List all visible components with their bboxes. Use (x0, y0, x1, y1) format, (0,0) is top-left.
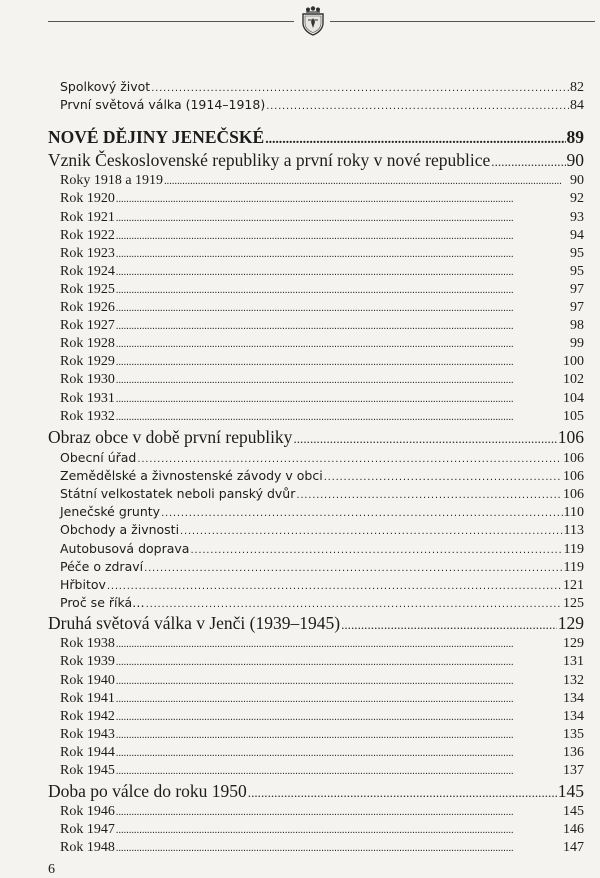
toc-row (48, 540, 584, 558)
toc-label: Rok 1943 (60, 726, 115, 742)
toc-label: Rok 1931 (60, 390, 115, 406)
dot-leader (116, 803, 562, 822)
toc-label: Autobusová doprava (60, 540, 190, 556)
toc-row (48, 839, 584, 857)
toc-page-number: 132 (563, 672, 584, 688)
toc-page-number: 145 (563, 804, 584, 820)
page-header (0, 0, 600, 40)
toc-row (48, 521, 584, 539)
dot-leader (116, 839, 562, 858)
toc-page-number: 106 (563, 487, 584, 503)
toc-label: Obchody a živnosti (60, 522, 180, 538)
toc-page-number: 97 (570, 281, 584, 297)
toc-label: Hřbitov (60, 577, 106, 592)
toc-label: Rok 1942 (60, 708, 115, 724)
toc-label: Rok 1928 (60, 336, 115, 352)
toc-page-number: 134 (563, 690, 584, 706)
toc-page-number: 147 (563, 840, 584, 856)
dot-leader (180, 521, 562, 541)
dot-leader (146, 594, 562, 614)
toc-label: Rok 1920 (60, 191, 115, 207)
dot-leader (107, 576, 562, 596)
toc-page-number: 104 (563, 390, 584, 406)
dot-leader (116, 190, 569, 209)
toc-row (48, 803, 584, 821)
dot-leader (248, 780, 557, 804)
dot-leader (296, 485, 562, 505)
toc-page-number: 90 (570, 173, 584, 189)
dot-leader (116, 390, 562, 409)
dot-leader (116, 371, 562, 390)
dot-leader (116, 281, 569, 300)
toc-row (48, 690, 584, 708)
header-rule-left (48, 21, 294, 22)
toc-row (48, 576, 584, 594)
toc-page-number: 95 (570, 263, 584, 279)
toc-page-number: 82 (570, 80, 584, 95)
toc-page-number: 135 (563, 726, 584, 742)
toc-label: Rok 1930 (60, 372, 115, 388)
toc-label: Rok 1938 (60, 636, 115, 652)
dot-leader (116, 762, 562, 781)
toc-label: Spolkový život (60, 79, 151, 94)
toc-label: Rok 1927 (60, 318, 115, 334)
toc-row (48, 762, 584, 780)
toc-row (48, 408, 584, 426)
toc-row (48, 503, 584, 521)
toc-page-number: 94 (570, 227, 584, 243)
toc-page-number: 90 (566, 150, 584, 171)
toc-label: Státní velkostatek neboli panský dvůr (60, 486, 296, 502)
toc-label: Péče o zdraví (60, 558, 144, 574)
toc-row (48, 390, 584, 408)
toc-page-number: 110 (563, 505, 584, 521)
dot-leader (116, 245, 569, 264)
toc-page-number: 134 (563, 708, 584, 724)
dot-leader (116, 653, 562, 672)
toc-row (48, 96, 584, 114)
toc-row (48, 635, 584, 653)
toc-row (48, 653, 584, 671)
dot-leader (116, 821, 562, 840)
toc-page-number: 93 (570, 209, 584, 225)
toc-part-heading (48, 125, 584, 149)
toc-page-number: 137 (563, 763, 584, 779)
toc-row (48, 594, 584, 612)
dot-leader (116, 209, 569, 228)
dot-leader (341, 612, 557, 636)
dot-leader (144, 558, 562, 578)
toc-row (48, 209, 584, 227)
dot-leader (266, 96, 569, 116)
toc-row (48, 558, 584, 576)
toc-row (48, 281, 584, 299)
toc-page-number: 131 (563, 654, 584, 670)
toc-row (48, 821, 584, 839)
dot-leader (116, 635, 562, 654)
dot-leader (116, 263, 569, 282)
dot-leader (116, 708, 562, 727)
toc-sections (48, 149, 584, 857)
dot-leader (116, 353, 562, 372)
toc-label: První světová válka (1914–1918) (60, 97, 266, 113)
toc-label: Rok 1940 (60, 672, 115, 688)
toc-page-number: 98 (570, 318, 584, 334)
toc-page-number: 119 (563, 559, 584, 575)
toc-row (48, 371, 584, 389)
section-title: Vznik Československé republiky a první roky v nové republice (48, 150, 491, 171)
toc-row (48, 449, 584, 467)
toc-label: Rok 1945 (60, 763, 115, 779)
dot-leader (151, 78, 569, 98)
dot-leader (116, 317, 569, 336)
toc-page-number: 89 (566, 127, 584, 148)
toc-row (48, 299, 584, 317)
dot-leader (190, 540, 562, 560)
dot-leader (116, 299, 569, 318)
dot-leader (164, 172, 569, 191)
toc-page-number: 97 (570, 300, 584, 316)
toc-label: Rok 1924 (60, 263, 115, 279)
toc-section-heading (48, 426, 584, 449)
header-rule-right (330, 21, 595, 22)
toc-page-number: 136 (563, 744, 584, 760)
toc-label: Rok 1926 (60, 300, 115, 316)
toc-label: Rok 1948 (60, 840, 115, 856)
dot-leader (116, 408, 562, 427)
toc-page-number: 106 (557, 426, 584, 447)
toc-row (48, 190, 584, 208)
dot-leader (491, 149, 565, 173)
toc-label: Rok 1925 (60, 281, 115, 297)
toc-label: Rok 1944 (60, 744, 115, 760)
toc-row (48, 263, 584, 281)
section-title: Obraz obce v době první republiky (48, 426, 293, 447)
dot-leader (293, 426, 556, 450)
toc-page-number: 113 (563, 523, 584, 539)
page-number: 6 (48, 862, 55, 877)
toc-label: Rok 1921 (60, 209, 115, 225)
toc-label: Rok 1939 (60, 654, 115, 670)
toc-page-number: 100 (563, 354, 584, 370)
dot-leader (116, 672, 562, 691)
dot-leader (116, 726, 562, 745)
toc-section-heading (48, 612, 584, 635)
toc-label: Rok 1929 (60, 354, 115, 370)
toc-row (48, 744, 584, 762)
toc-label: Jenečské grunty (60, 504, 161, 520)
toc-label: Proč se říká… (60, 595, 145, 611)
dot-leader (116, 335, 569, 354)
toc-page-number: 125 (563, 596, 584, 612)
toc-page-number: 102 (563, 372, 584, 388)
toc-label: Zemědělské a živnostenské závody v obci (60, 467, 323, 483)
table-of-contents (48, 78, 584, 857)
toc-label: Obecní úřad (60, 449, 137, 465)
toc-page-number: 129 (557, 613, 584, 634)
section-title: Doba po válce do roku 1950 (48, 781, 247, 802)
toc-row (48, 708, 584, 726)
toc-row (48, 335, 584, 353)
toc-label: Rok 1941 (60, 690, 115, 706)
section-title: Druhá světová válka v Jenči (1939–1945) (48, 613, 341, 634)
toc-row (48, 245, 584, 263)
toc-label: Rok 1946 (60, 804, 115, 820)
toc-row (48, 726, 584, 744)
dot-leader (161, 503, 562, 523)
part-title: NOVÉ DĚJINY JENEČSKÉ (48, 127, 265, 148)
toc-label: Rok 1947 (60, 822, 115, 838)
toc-label: Rok 1923 (60, 245, 115, 261)
toc-row (48, 317, 584, 335)
toc-row (48, 78, 584, 96)
toc-page-number: 145 (557, 781, 584, 802)
toc-page-number: 84 (570, 98, 584, 114)
toc-page-number: 119 (563, 541, 584, 557)
toc-page-number: 99 (570, 336, 584, 352)
toc-row (48, 485, 584, 503)
toc-page-number: 92 (570, 191, 584, 207)
coat-of-arms-icon (300, 6, 326, 36)
dot-leader (265, 125, 565, 152)
dot-leader (116, 690, 562, 709)
dot-leader (137, 449, 562, 469)
toc-page-number: 106 (563, 468, 584, 484)
toc-page-number: 95 (570, 245, 584, 261)
dot-leader (116, 227, 569, 246)
toc-row (48, 172, 584, 190)
toc-row (48, 672, 584, 690)
toc-label: Rok 1922 (60, 227, 115, 243)
toc-row (48, 353, 584, 371)
dot-leader (116, 744, 562, 763)
toc-label: Roky 1918 a 1919 (60, 173, 164, 189)
toc-label: Rok 1932 (60, 408, 115, 424)
toc-section-heading (48, 149, 584, 172)
toc-section-heading (48, 780, 584, 803)
toc-page-number: 121 (563, 578, 584, 593)
dot-leader (324, 467, 562, 487)
toc-row (48, 227, 584, 245)
toc-page-number: 105 (563, 408, 584, 424)
toc-page-number: 146 (563, 822, 584, 838)
toc-page-number: 106 (563, 450, 584, 466)
toc-page-number: 129 (563, 636, 584, 652)
toc-row (48, 467, 584, 485)
